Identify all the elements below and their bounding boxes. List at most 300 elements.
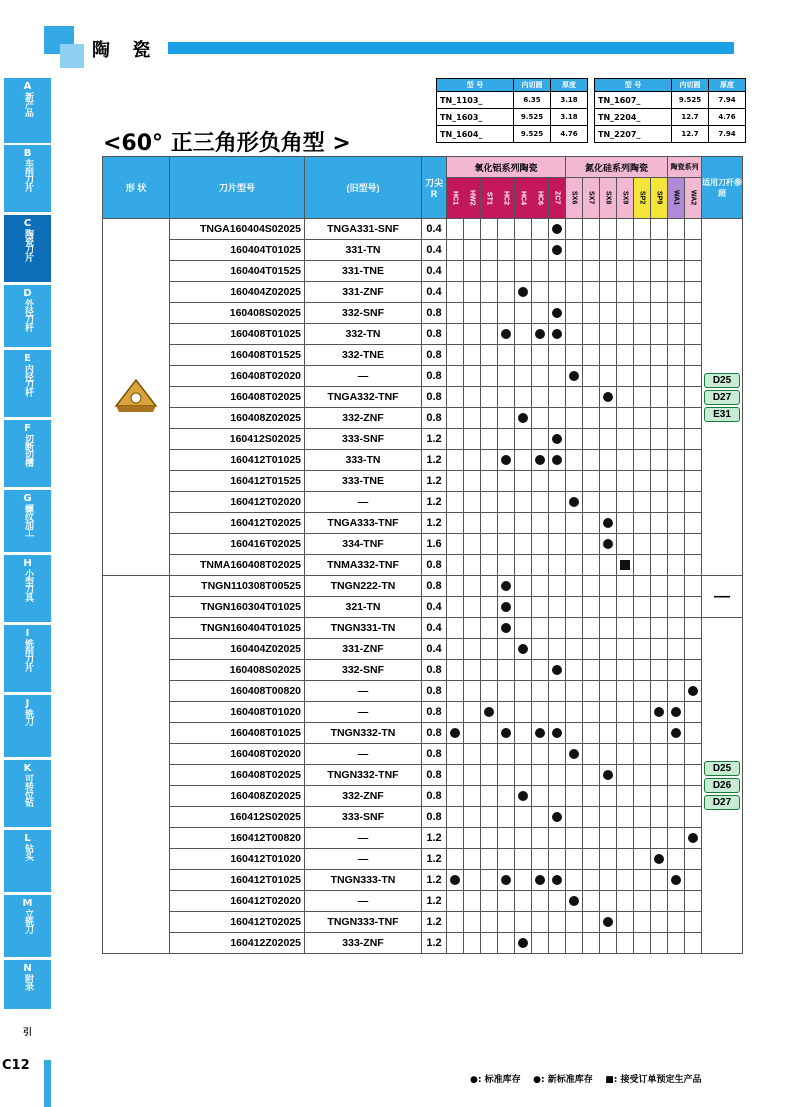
- grade-cell: [498, 471, 515, 492]
- grade-cell: [634, 870, 651, 891]
- grade-cell: [566, 450, 583, 471]
- grade-cell: [634, 450, 651, 471]
- grade-cell: [617, 408, 634, 429]
- table-row: [103, 849, 743, 870]
- sidebar-tab-a[interactable]: [4, 78, 51, 144]
- grade-cell: [600, 534, 617, 555]
- grade-cell: [566, 408, 583, 429]
- grade-cell: [668, 912, 685, 933]
- grade-cell: [481, 303, 498, 324]
- grade-cell: [481, 261, 498, 282]
- grade-cell: [464, 702, 481, 723]
- grade-cell: [685, 450, 702, 471]
- grade-cell: [532, 744, 549, 765]
- sidebar-tab-h[interactable]: [4, 555, 51, 623]
- insert-code: 160408T01020: [170, 702, 305, 723]
- grade-cell: [600, 219, 617, 240]
- grade-cell: [515, 786, 532, 807]
- table-row: [103, 702, 743, 723]
- grade-cell: [498, 408, 515, 429]
- sidebar-tab-m[interactable]: [4, 895, 51, 958]
- grade-cell: [532, 345, 549, 366]
- grade-cell: [634, 597, 651, 618]
- grade-cell: [668, 282, 685, 303]
- grade-cell: [617, 912, 634, 933]
- grade-cell: [566, 912, 583, 933]
- old-code: 333-TN: [305, 450, 422, 471]
- grade-cell: [685, 849, 702, 870]
- table-row: [103, 744, 743, 765]
- grade-cell: [600, 261, 617, 282]
- nose-radius: 0.8: [422, 366, 447, 387]
- grade-hw2: HW2: [464, 178, 481, 219]
- sidebar-tab-k[interactable]: [4, 760, 51, 828]
- grade-cell: [583, 492, 600, 513]
- grade-cell: [685, 702, 702, 723]
- grade-cell: [651, 429, 668, 450]
- grade-cell: [651, 324, 668, 345]
- grade-cell: [617, 639, 634, 660]
- grade-cell: [617, 219, 634, 240]
- sidebar-tab-label: 附录: [23, 974, 33, 990]
- stock-dot: [603, 539, 613, 549]
- nose-radius: 0.4: [422, 597, 447, 618]
- holder-ref-e31: E31: [704, 407, 740, 422]
- grade-cell: [685, 366, 702, 387]
- grade-cell: [617, 534, 634, 555]
- grade-cell: [515, 933, 532, 954]
- grade-cell: [651, 912, 668, 933]
- grade-cell: [617, 471, 634, 492]
- grade-cell: [566, 429, 583, 450]
- grade-cell: [668, 450, 685, 471]
- grade-cell: [532, 702, 549, 723]
- grade-cell: [668, 744, 685, 765]
- grade-cell: [498, 513, 515, 534]
- insert-code: TNMA160408T02025: [170, 555, 305, 576]
- nose-radius: 0.4: [422, 261, 447, 282]
- grade-cell: [481, 786, 498, 807]
- grade-cell: [549, 828, 566, 849]
- grade-cell: [481, 366, 498, 387]
- nose-radius: 0.8: [422, 660, 447, 681]
- grade-cell: [464, 744, 481, 765]
- grade-cell: [583, 765, 600, 786]
- grade-cell: [634, 744, 651, 765]
- stock-dot: [535, 455, 545, 465]
- grade-cell: [549, 429, 566, 450]
- grade-cell: [515, 912, 532, 933]
- stock-dot: [671, 728, 681, 738]
- old-code: TNGN332-TNF: [305, 765, 422, 786]
- grade-cell: [515, 408, 532, 429]
- grade-cell: [447, 660, 464, 681]
- grade-cell: [600, 870, 617, 891]
- grade-cell: [651, 744, 668, 765]
- grade-cell: [634, 324, 651, 345]
- grade-cell: [464, 429, 481, 450]
- grade-cell: [600, 408, 617, 429]
- grade-cell: [685, 219, 702, 240]
- old-code: 332-ZNF: [305, 408, 422, 429]
- grade-cell: [549, 576, 566, 597]
- grade-cell: [464, 492, 481, 513]
- grade-cell: [447, 912, 464, 933]
- grade-cell: [515, 744, 532, 765]
- grade-cell: [549, 366, 566, 387]
- grade-cell: [498, 828, 515, 849]
- grade-cell: [532, 219, 549, 240]
- grade-cell: [617, 429, 634, 450]
- grade-cell: [549, 744, 566, 765]
- grade-cell: [668, 639, 685, 660]
- grade-cell: [549, 807, 566, 828]
- old-code: —: [305, 744, 422, 765]
- insert-code: 160412S02025: [170, 429, 305, 450]
- grade-cell: [464, 681, 481, 702]
- grade-cell: [583, 618, 600, 639]
- grade-cell: [583, 660, 600, 681]
- sidebar-tab-letter: E: [24, 353, 31, 364]
- header-square-light: [60, 44, 84, 68]
- grade-cell: [651, 576, 668, 597]
- grade-cell: [447, 534, 464, 555]
- insert-code: 160412T02025: [170, 912, 305, 933]
- sidebar-tab-j[interactable]: [4, 695, 51, 758]
- sidebar-tab-label: 外径刀杆: [23, 299, 33, 331]
- grade-cell: [515, 534, 532, 555]
- grade-cell: [447, 723, 464, 744]
- grade-cell: [498, 303, 515, 324]
- grade-cell: [685, 492, 702, 513]
- nose-radius: 1.2: [422, 933, 447, 954]
- grade-cell: [515, 492, 532, 513]
- grade-cell: [515, 471, 532, 492]
- old-code: 334-TNF: [305, 534, 422, 555]
- grade-cell: [685, 408, 702, 429]
- grade-cell: [583, 912, 600, 933]
- grade-cell: [600, 828, 617, 849]
- insert-code: 160408T01525: [170, 345, 305, 366]
- grade-cell: [583, 282, 600, 303]
- holder-cell: [702, 576, 743, 618]
- grade-cell: [668, 681, 685, 702]
- nose-radius: 0.4: [422, 618, 447, 639]
- nose-radius: 1.6: [422, 534, 447, 555]
- stock-dot: [603, 392, 613, 402]
- grade-cell: [617, 387, 634, 408]
- grade-cell: [634, 219, 651, 240]
- grade-cell: [498, 576, 515, 597]
- grade-cell: [532, 261, 549, 282]
- grade-zc7: ZC7: [549, 178, 566, 219]
- grade-hc6: HC6: [532, 178, 549, 219]
- grade-cell: [481, 618, 498, 639]
- grade-cell: [549, 345, 566, 366]
- grade-cell: [617, 933, 634, 954]
- grade-cell: [668, 765, 685, 786]
- stock-dot: [484, 707, 494, 717]
- sidebar-tab-e[interactable]: [4, 350, 51, 418]
- grade-cell: [651, 807, 668, 828]
- nose-radius: 1.2: [422, 429, 447, 450]
- grade-cell: [617, 786, 634, 807]
- grade-cell: [515, 261, 532, 282]
- stock-dot: [501, 623, 511, 633]
- grade-sp9: SP9: [651, 178, 668, 219]
- insert-code: 160408T02025: [170, 387, 305, 408]
- grade-cell: [532, 849, 549, 870]
- grade-cell: [566, 513, 583, 534]
- dim-row: [437, 126, 588, 143]
- grade-cell: [498, 492, 515, 513]
- grade-cell: [651, 555, 668, 576]
- grade-cell: [685, 639, 702, 660]
- grade-cell: [583, 555, 600, 576]
- grade-cell: [566, 807, 583, 828]
- page-number: C12: [2, 1058, 30, 1073]
- grade-cell: [634, 933, 651, 954]
- grade-hc2: HC2: [498, 178, 515, 219]
- stock-dot: [501, 581, 511, 591]
- grade-cell: [685, 534, 702, 555]
- stock-dot: [654, 707, 664, 717]
- dim-cell: TN_2207_: [595, 126, 672, 143]
- grade-cell: [634, 849, 651, 870]
- table-row: [103, 450, 743, 471]
- grade-cell: [447, 345, 464, 366]
- grade-cell: [498, 450, 515, 471]
- old-code: —: [305, 681, 422, 702]
- sidebar-tab-l[interactable]: [4, 830, 51, 893]
- old-code: 332-TNE: [305, 345, 422, 366]
- grade-cell: [617, 765, 634, 786]
- holder-ref-d25: D25: [704, 761, 740, 776]
- stock-dot: [501, 875, 511, 885]
- stock-dot: [518, 413, 528, 423]
- sidebar-tab-letter: K: [23, 763, 32, 774]
- sidebar-tab-n[interactable]: [4, 960, 51, 1010]
- grade-cell: [464, 471, 481, 492]
- old-code: TNGN333-TN: [305, 870, 422, 891]
- grade-cell: [651, 618, 668, 639]
- grade-cell: [515, 576, 532, 597]
- grade-cell: [464, 534, 481, 555]
- old-code: —: [305, 366, 422, 387]
- nose-radius: 0.4: [422, 282, 447, 303]
- grade-cell: [481, 744, 498, 765]
- old-code: 332-TN: [305, 324, 422, 345]
- grade-cell: [464, 387, 481, 408]
- grade-sx8: SX8: [600, 178, 617, 219]
- grade-cell: [464, 261, 481, 282]
- grade-cell: [515, 219, 532, 240]
- grade-cell: [447, 282, 464, 303]
- grade-cell: [668, 513, 685, 534]
- header-radius: 刀尖 R: [422, 157, 447, 219]
- grade-cell: [464, 765, 481, 786]
- page-title: 陶 瓷: [92, 40, 159, 61]
- nose-radius: 0.8: [422, 702, 447, 723]
- insert-code: 160408Z02025: [170, 408, 305, 429]
- sidebar-tab-letter: B: [23, 148, 32, 159]
- grade-cell: [600, 324, 617, 345]
- grade-cell: [566, 219, 583, 240]
- grade-cell: [498, 345, 515, 366]
- insert-code: 160412T02020: [170, 891, 305, 912]
- grade-cell: [685, 618, 702, 639]
- grade-cell: [447, 450, 464, 471]
- dim-header: 内切圆: [672, 79, 709, 92]
- grade-cell: [464, 555, 481, 576]
- grade-cell: [685, 723, 702, 744]
- grade-cell: [532, 576, 549, 597]
- insert-code: 160408T02020: [170, 744, 305, 765]
- dim-cell: 12.7: [672, 109, 709, 126]
- stock-dot: [569, 497, 579, 507]
- table-row: [103, 723, 743, 744]
- stock-dot: [688, 686, 698, 696]
- grade-cell: [549, 870, 566, 891]
- dim-cell: TN_1603_: [437, 109, 514, 126]
- grade-cell: [583, 576, 600, 597]
- grade-cell: [464, 723, 481, 744]
- grade-cell: [498, 912, 515, 933]
- dimension-table-2: [594, 78, 746, 143]
- grade-cell: [634, 555, 651, 576]
- grade-cell: [464, 219, 481, 240]
- grade-cell: [515, 387, 532, 408]
- sidebar-tab-b[interactable]: [4, 145, 51, 213]
- grade-cell: [447, 324, 464, 345]
- stock-dot: [552, 455, 562, 465]
- grade-cell: [651, 891, 668, 912]
- stock-dot: [535, 875, 545, 885]
- sidebar-tab-d[interactable]: [4, 285, 51, 348]
- grade-cell: [600, 681, 617, 702]
- grade-cell: [566, 639, 583, 660]
- grade-cell: [481, 408, 498, 429]
- insert-code: 160404Z02025: [170, 639, 305, 660]
- grade-cell: [566, 576, 583, 597]
- grade-cell: [634, 534, 651, 555]
- sidebar-tab-c[interactable]: [4, 215, 51, 283]
- grade-cell: [583, 786, 600, 807]
- grade-cell: [634, 408, 651, 429]
- grade-cell: [549, 933, 566, 954]
- grade-cell: [515, 891, 532, 912]
- grade-cell: [447, 933, 464, 954]
- grade-cell: [464, 408, 481, 429]
- grade-cell: [634, 282, 651, 303]
- grade-cell: [600, 366, 617, 387]
- grade-cell: [498, 723, 515, 744]
- insert-code: 160412T01025: [170, 450, 305, 471]
- sidebar-tab-i[interactable]: [4, 625, 51, 693]
- grade-sx6: SX6: [566, 178, 583, 219]
- grade-cell: [600, 618, 617, 639]
- grade-cell: [668, 471, 685, 492]
- grade-cell: [617, 828, 634, 849]
- grade-cell: [634, 660, 651, 681]
- grade-cell: [481, 933, 498, 954]
- grade-cell: [600, 660, 617, 681]
- grade-cell: [447, 261, 464, 282]
- grade-cell: [481, 513, 498, 534]
- grade-cell: [549, 786, 566, 807]
- grade-cell: [651, 849, 668, 870]
- grade-cell: [447, 219, 464, 240]
- grade-cell: [600, 744, 617, 765]
- grade-cell: [498, 660, 515, 681]
- sidebar-tab-g[interactable]: [4, 490, 51, 553]
- sidebar-tab-letter: C: [23, 218, 32, 229]
- grade-cell: [685, 387, 702, 408]
- table-row: [103, 933, 743, 954]
- grade-cell: [600, 450, 617, 471]
- stock-dot: [552, 728, 562, 738]
- grade-cell: [668, 534, 685, 555]
- stock-dot: [552, 665, 562, 675]
- old-code: 333-ZNF: [305, 933, 422, 954]
- grade-cell: [481, 765, 498, 786]
- stock-dot: [552, 875, 562, 885]
- grade-cell: [515, 324, 532, 345]
- grade-cell: [668, 261, 685, 282]
- grade-cell: [464, 576, 481, 597]
- table-row: [103, 345, 743, 366]
- grade-cell: [549, 702, 566, 723]
- stock-dot: [654, 854, 664, 864]
- grade-cell: [481, 387, 498, 408]
- table-row: [103, 324, 743, 345]
- grade-cell: [481, 282, 498, 303]
- grade-cell: [498, 933, 515, 954]
- grade-cell: [447, 870, 464, 891]
- grade-cell: [685, 240, 702, 261]
- table-row: [103, 408, 743, 429]
- grade-cell: [685, 555, 702, 576]
- stock-dot: [569, 896, 579, 906]
- grade-cell: [481, 471, 498, 492]
- grade-cell: [600, 492, 617, 513]
- grade-cell: [447, 891, 464, 912]
- nose-radius: 0.8: [422, 681, 447, 702]
- dim-header: 厚度: [551, 79, 588, 92]
- table-row: [103, 261, 743, 282]
- table-row: [103, 534, 743, 555]
- dim-row: [437, 109, 588, 126]
- header-other-group: 陶瓷系列: [668, 157, 702, 178]
- grade-cell: [481, 870, 498, 891]
- grade-cell: [566, 660, 583, 681]
- sidebar-tab-f[interactable]: [4, 420, 51, 488]
- grade-cell: [464, 639, 481, 660]
- grade-cell: [583, 303, 600, 324]
- grade-sp2: SP2: [634, 178, 651, 219]
- grade-cell: [447, 429, 464, 450]
- grade-cell: [447, 702, 464, 723]
- sidebar-index[interactable]: 引: [4, 1025, 51, 1055]
- grade-cell: [549, 681, 566, 702]
- grade-cell: [532, 639, 549, 660]
- old-code: 331-ZNF: [305, 282, 422, 303]
- old-code: TNGN222-TN: [305, 576, 422, 597]
- table-row: [103, 765, 743, 786]
- nose-radius: 1.2: [422, 891, 447, 912]
- grade-cell: [515, 429, 532, 450]
- grade-cell: [617, 240, 634, 261]
